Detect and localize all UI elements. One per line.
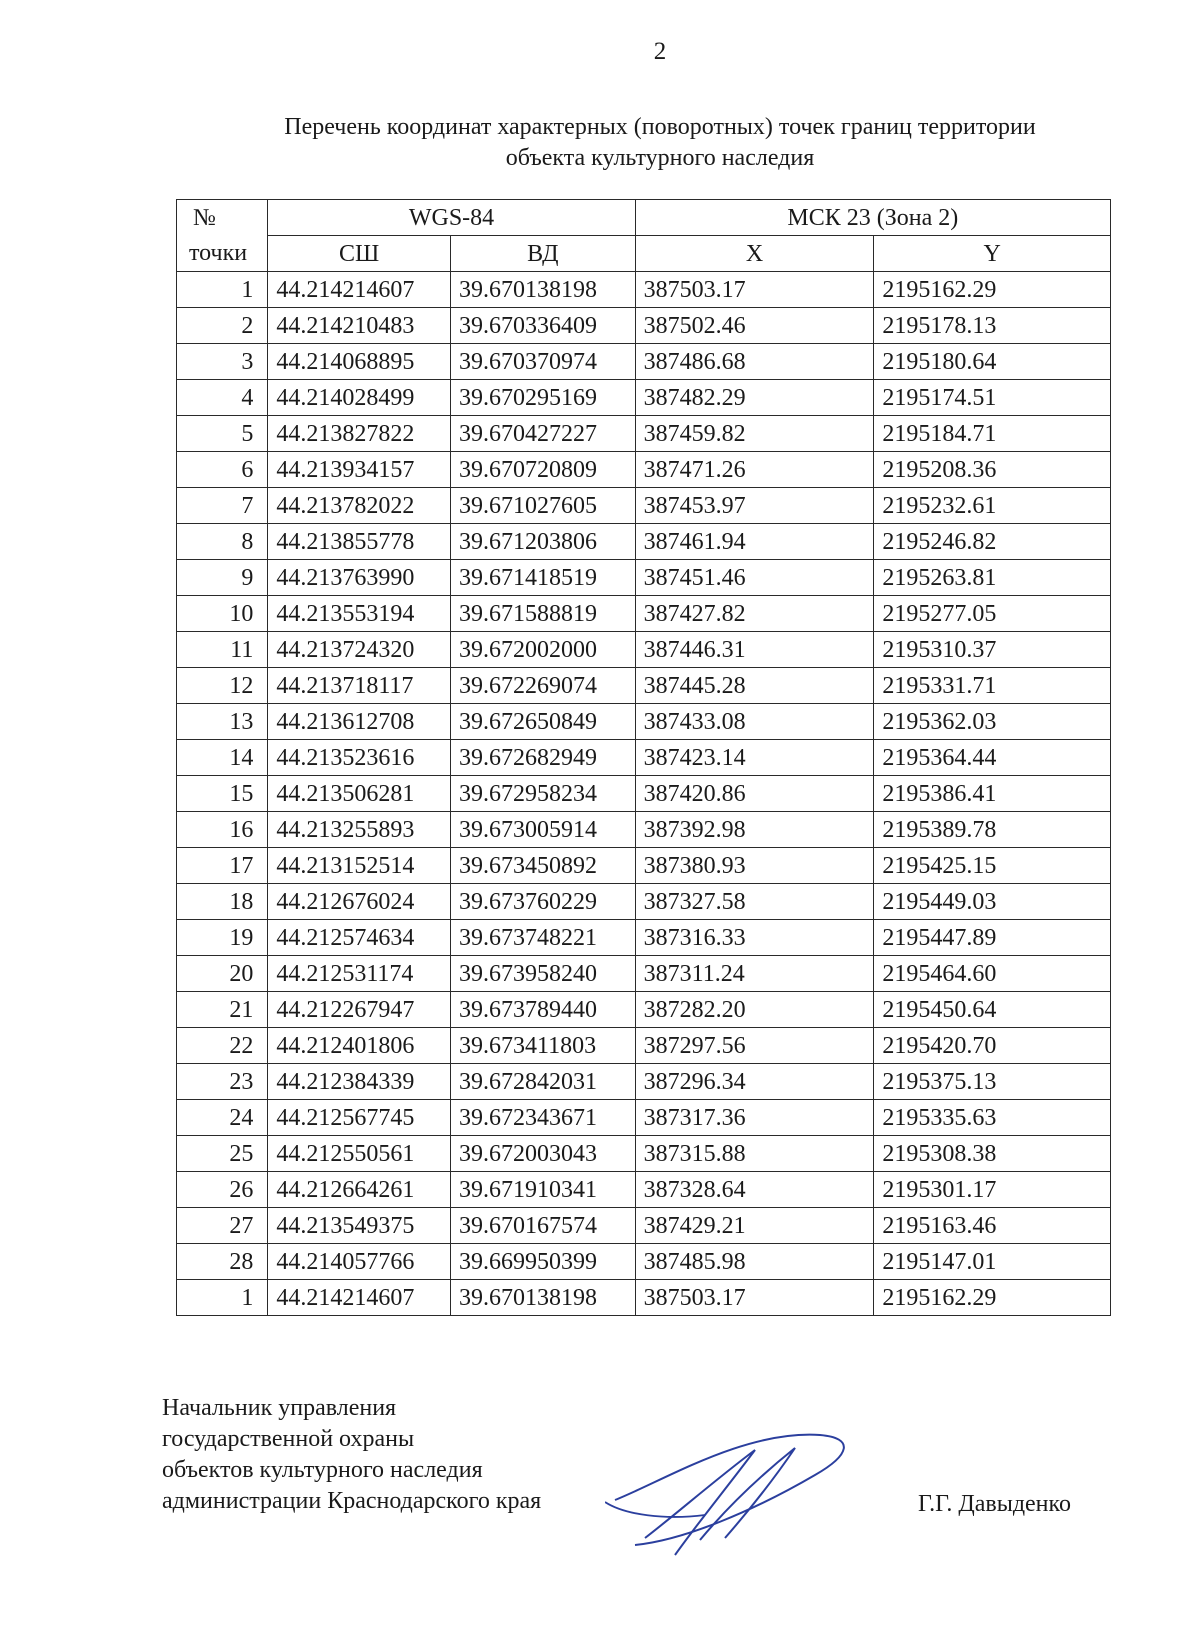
cell-latitude: 44.214214607 <box>268 272 451 308</box>
header-y: Y <box>874 236 1111 272</box>
cell-longitude: 39.671910341 <box>450 1172 635 1208</box>
table-row <box>177 380 1111 416</box>
cell-latitude: 44.212401806 <box>268 1028 451 1064</box>
cell-y: 2195420.70 <box>874 1028 1111 1064</box>
table-row <box>177 740 1111 776</box>
cell-x: 387485.98 <box>635 1244 874 1280</box>
cell-y: 2195389.78 <box>874 812 1111 848</box>
cell-y: 2195386.41 <box>874 776 1111 812</box>
cell-x: 387315.88 <box>635 1136 874 1172</box>
table-row <box>177 1136 1111 1172</box>
cell-x: 387459.82 <box>635 416 874 452</box>
document-title-line-1: Перечень координат характерных (поворотных) точек границ территории <box>284 114 1036 140</box>
cell-latitude: 44.213934157 <box>268 452 451 488</box>
table-header-row-2 <box>177 236 1111 272</box>
cell-longitude: 39.671027605 <box>450 488 635 524</box>
cell-longitude: 39.669950399 <box>450 1244 635 1280</box>
signer-position-line-1: Начальник управления <box>162 1395 397 1421</box>
cell-y: 2195425.15 <box>874 848 1111 884</box>
cell-longitude: 39.672003043 <box>450 1136 635 1172</box>
table-row <box>177 632 1111 668</box>
cell-x: 387482.29 <box>635 380 874 416</box>
cell-x: 387486.68 <box>635 344 874 380</box>
cell-point-number: 16 <box>177 812 268 848</box>
cell-longitude: 39.670336409 <box>450 308 635 344</box>
table-row <box>177 272 1111 308</box>
table-row <box>177 560 1111 596</box>
cell-longitude: 39.672269074 <box>450 668 635 704</box>
signer-name: Г.Г. Давыденко <box>918 1491 1071 1517</box>
table-row <box>177 1100 1111 1136</box>
cell-y: 2195364.44 <box>874 740 1111 776</box>
cell-x: 387427.82 <box>635 596 874 632</box>
header-msk23: МСК 23 (Зона 2) <box>635 200 1110 236</box>
cell-y: 2195178.13 <box>874 308 1111 344</box>
coordinates-table <box>176 199 1111 1316</box>
table-row <box>177 1172 1111 1208</box>
table-row <box>177 524 1111 560</box>
cell-latitude: 44.213152514 <box>268 848 451 884</box>
cell-y: 2195174.51 <box>874 380 1111 416</box>
table-row <box>177 308 1111 344</box>
cell-point-number: 1 <box>177 272 268 308</box>
cell-latitude: 44.212550561 <box>268 1136 451 1172</box>
table-row <box>177 704 1111 740</box>
cell-longitude: 39.673450892 <box>450 848 635 884</box>
cell-point-number: 24 <box>177 1100 268 1136</box>
cell-point-number: 20 <box>177 956 268 992</box>
cell-latitude: 44.213782022 <box>268 488 451 524</box>
cell-point-number: 22 <box>177 1028 268 1064</box>
table-row <box>177 776 1111 812</box>
table-row <box>177 1280 1111 1316</box>
cell-longitude: 39.672958234 <box>450 776 635 812</box>
cell-longitude: 39.672650849 <box>450 704 635 740</box>
cell-longitude: 39.670370974 <box>450 344 635 380</box>
cell-longitude: 39.670295169 <box>450 380 635 416</box>
cell-point-number: 27 <box>177 1208 268 1244</box>
cell-longitude: 39.672682949 <box>450 740 635 776</box>
table-row <box>177 812 1111 848</box>
cell-x: 387446.31 <box>635 632 874 668</box>
cell-latitude: 44.213724320 <box>268 632 451 668</box>
cell-point-number: 15 <box>177 776 268 812</box>
cell-latitude: 44.213718117 <box>268 668 451 704</box>
table-row <box>177 1208 1111 1244</box>
cell-latitude: 44.212664261 <box>268 1172 451 1208</box>
cell-point-number: 8 <box>177 524 268 560</box>
cell-latitude: 44.214210483 <box>268 308 451 344</box>
cell-longitude: 39.671418519 <box>450 560 635 596</box>
signer-position-line-3: объектов культурного наследия <box>162 1457 483 1483</box>
cell-x: 387429.21 <box>635 1208 874 1244</box>
cell-point-number: 17 <box>177 848 268 884</box>
cell-y: 2195335.63 <box>874 1100 1111 1136</box>
cell-longitude: 39.670167574 <box>450 1208 635 1244</box>
cell-latitude: 44.212531174 <box>268 956 451 992</box>
cell-longitude: 39.673760229 <box>450 884 635 920</box>
cell-x: 387311.24 <box>635 956 874 992</box>
cell-longitude: 39.670138198 <box>450 1280 635 1316</box>
cell-latitude: 44.213553194 <box>268 596 451 632</box>
cell-x: 387451.46 <box>635 560 874 596</box>
cell-point-number: 5 <box>177 416 268 452</box>
page-number: 2 <box>653 38 667 65</box>
table-row <box>177 956 1111 992</box>
cell-x: 387317.36 <box>635 1100 874 1136</box>
cell-x: 387316.33 <box>635 920 874 956</box>
cell-y: 2195163.46 <box>874 1208 1111 1244</box>
cell-latitude: 44.214214607 <box>268 1280 451 1316</box>
table-row <box>177 884 1111 920</box>
cell-point-number: 14 <box>177 740 268 776</box>
header-point-number-label: точки <box>177 236 268 272</box>
cell-longitude: 39.671203806 <box>450 524 635 560</box>
cell-point-number: 3 <box>177 344 268 380</box>
cell-y: 2195308.38 <box>874 1136 1111 1172</box>
cell-latitude: 44.213855778 <box>268 524 451 560</box>
cell-longitude: 39.671588819 <box>450 596 635 632</box>
cell-longitude: 39.673411803 <box>450 1028 635 1064</box>
cell-y: 2195464.60 <box>874 956 1111 992</box>
table-row <box>177 488 1111 524</box>
header-wgs84: WGS-84 <box>268 200 635 236</box>
cell-longitude: 39.673789440 <box>450 992 635 1028</box>
cell-y: 2195301.17 <box>874 1172 1111 1208</box>
cell-longitude: 39.673748221 <box>450 920 635 956</box>
cell-x: 387297.56 <box>635 1028 874 1064</box>
cell-point-number: 28 <box>177 1244 268 1280</box>
cell-x: 387502.46 <box>635 308 874 344</box>
cell-latitude: 44.212384339 <box>268 1064 451 1100</box>
table-row <box>177 848 1111 884</box>
cell-y: 2195232.61 <box>874 488 1111 524</box>
cell-longitude: 39.672002000 <box>450 632 635 668</box>
cell-latitude: 44.213612708 <box>268 704 451 740</box>
cell-latitude: 44.213523616 <box>268 740 451 776</box>
signer-position-line-2: государственной охраны <box>162 1426 415 1452</box>
cell-y: 2195263.81 <box>874 560 1111 596</box>
cell-y: 2195450.64 <box>874 992 1111 1028</box>
cell-point-number: 25 <box>177 1136 268 1172</box>
cell-y: 2195447.89 <box>874 920 1111 956</box>
document-title-line-2: объекта культурного наследия <box>505 145 815 171</box>
cell-y: 2195277.05 <box>874 596 1111 632</box>
cell-point-number: 4 <box>177 380 268 416</box>
cell-point-number: 2 <box>177 308 268 344</box>
cell-x: 387420.86 <box>635 776 874 812</box>
cell-point-number: 23 <box>177 1064 268 1100</box>
cell-y: 2195184.71 <box>874 416 1111 452</box>
cell-point-number: 1 <box>177 1280 268 1316</box>
cell-point-number: 18 <box>177 884 268 920</box>
cell-y: 2195375.13 <box>874 1064 1111 1100</box>
cell-latitude: 44.212676024 <box>268 884 451 920</box>
cell-longitude: 39.673005914 <box>450 812 635 848</box>
header-x: X <box>635 236 874 272</box>
handwritten-signature <box>605 1420 885 1560</box>
cell-latitude: 44.213827822 <box>268 416 451 452</box>
header-point-number-symbol: № <box>177 200 268 236</box>
cell-x: 387503.17 <box>635 1280 874 1316</box>
table-row <box>177 1028 1111 1064</box>
cell-longitude: 39.672842031 <box>450 1064 635 1100</box>
table-header-row-1 <box>177 200 1111 236</box>
cell-latitude: 44.214057766 <box>268 1244 451 1280</box>
cell-longitude: 39.672343671 <box>450 1100 635 1136</box>
cell-point-number: 11 <box>177 632 268 668</box>
signer-position <box>162 1393 541 1517</box>
cell-x: 387453.97 <box>635 488 874 524</box>
header-longitude: ВД <box>450 236 635 272</box>
cell-x: 387461.94 <box>635 524 874 560</box>
cell-point-number: 7 <box>177 488 268 524</box>
cell-x: 387433.08 <box>635 704 874 740</box>
header-latitude: СШ <box>268 236 451 272</box>
cell-latitude: 44.213549375 <box>268 1208 451 1244</box>
cell-y: 2195208.36 <box>874 452 1111 488</box>
cell-latitude: 44.212574634 <box>268 920 451 956</box>
cell-y: 2195162.29 <box>874 1280 1111 1316</box>
cell-x: 387471.26 <box>635 452 874 488</box>
table-body <box>177 272 1111 1316</box>
cell-y: 2195331.71 <box>874 668 1111 704</box>
cell-point-number: 19 <box>177 920 268 956</box>
cell-point-number: 13 <box>177 704 268 740</box>
cell-latitude: 44.213255893 <box>268 812 451 848</box>
table-row <box>177 596 1111 632</box>
cell-longitude: 39.670138198 <box>450 272 635 308</box>
cell-y: 2195180.64 <box>874 344 1111 380</box>
table-row <box>177 668 1111 704</box>
cell-point-number: 6 <box>177 452 268 488</box>
cell-x: 387282.20 <box>635 992 874 1028</box>
table-row <box>177 452 1111 488</box>
cell-y: 2195310.37 <box>874 632 1111 668</box>
signer-position-line-4: администрации Краснодарского края <box>162 1488 542 1514</box>
cell-point-number: 12 <box>177 668 268 704</box>
cell-y: 2195246.82 <box>874 524 1111 560</box>
cell-x: 387392.98 <box>635 812 874 848</box>
cell-latitude: 44.214068895 <box>268 344 451 380</box>
cell-longitude: 39.670720809 <box>450 452 635 488</box>
cell-latitude: 44.213763990 <box>268 560 451 596</box>
document-title <box>160 112 1160 174</box>
cell-y: 2195449.03 <box>874 884 1111 920</box>
table-row <box>177 1064 1111 1100</box>
cell-point-number: 9 <box>177 560 268 596</box>
cell-x: 387503.17 <box>635 272 874 308</box>
cell-x: 387423.14 <box>635 740 874 776</box>
cell-y: 2195362.03 <box>874 704 1111 740</box>
cell-latitude: 44.212567745 <box>268 1100 451 1136</box>
cell-longitude: 39.673958240 <box>450 956 635 992</box>
cell-x: 387328.64 <box>635 1172 874 1208</box>
table-row <box>177 992 1111 1028</box>
cell-point-number: 26 <box>177 1172 268 1208</box>
table-row <box>177 920 1111 956</box>
table-row <box>177 344 1111 380</box>
cell-latitude: 44.214028499 <box>268 380 451 416</box>
cell-point-number: 21 <box>177 992 268 1028</box>
cell-x: 387296.34 <box>635 1064 874 1100</box>
cell-point-number: 10 <box>177 596 268 632</box>
cell-y: 2195162.29 <box>874 272 1111 308</box>
table-row <box>177 1244 1111 1280</box>
cell-longitude: 39.670427227 <box>450 416 635 452</box>
table-row <box>177 416 1111 452</box>
cell-latitude: 44.213506281 <box>268 776 451 812</box>
cell-x: 387445.28 <box>635 668 874 704</box>
cell-x: 387380.93 <box>635 848 874 884</box>
cell-x: 387327.58 <box>635 884 874 920</box>
cell-y: 2195147.01 <box>874 1244 1111 1280</box>
cell-latitude: 44.212267947 <box>268 992 451 1028</box>
